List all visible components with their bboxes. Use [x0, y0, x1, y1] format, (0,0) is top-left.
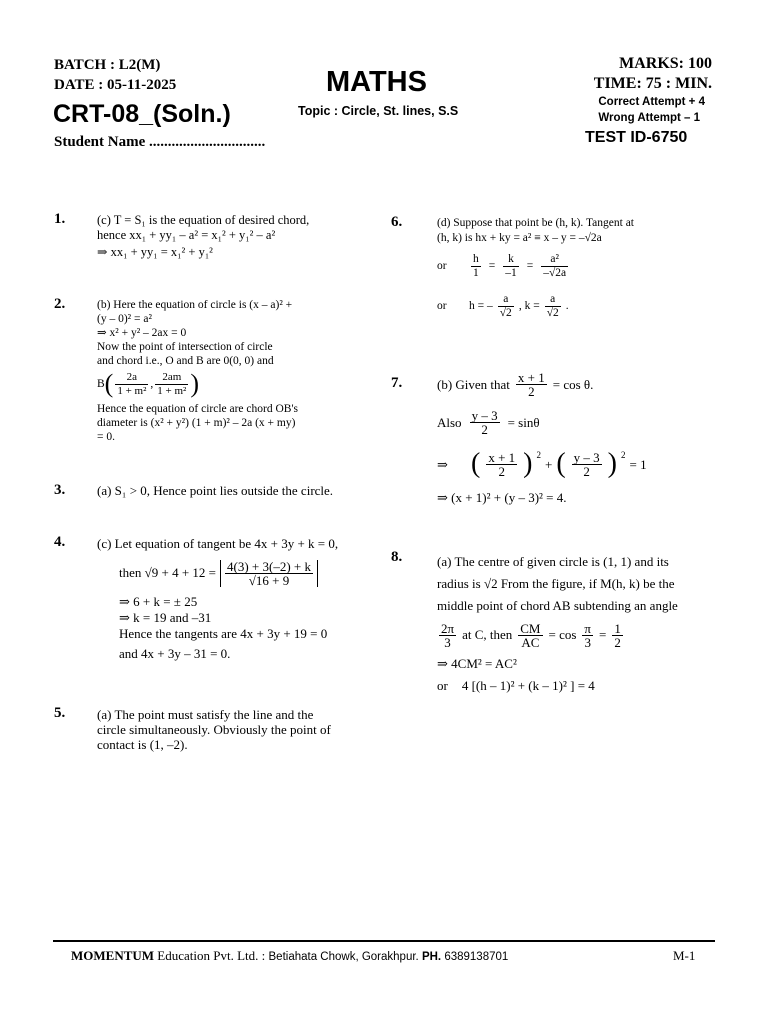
or-label-2: or — [437, 299, 447, 312]
frac-num: CM — [520, 620, 541, 636]
question-number-6: 6. — [391, 214, 403, 230]
final-equation: 4 [(h – 1)² + (k – 1)² ] = 4 — [461, 678, 595, 693]
equals: = — [526, 259, 534, 272]
solution-2-line-7: Hence the equation of circle are chord OB's — [97, 403, 298, 415]
frac-k-minus1 — [503, 253, 519, 280]
equals: = — [488, 259, 496, 272]
coord-x-den: 1 + m² — [117, 384, 147, 397]
comma: , — [150, 378, 154, 390]
open-paren: ( — [471, 448, 481, 479]
subject-title: MATHS — [326, 66, 427, 98]
question-number-4: 4. — [54, 534, 66, 550]
solution-3-line-1: (a) S₁ > 0, Hence point lies outside the circle. — [97, 483, 334, 498]
frac-a-num: a — [545, 293, 561, 307]
frac-y-den: 2 — [481, 421, 488, 437]
solution-8-line-2: radius is √2 From the figure, if M(h, k) be the — [437, 576, 675, 591]
point-b-label: B — [97, 378, 105, 390]
solution-5-line-1: (a) The point must satisfy the line and the — [97, 707, 314, 722]
close-paren: ) — [190, 369, 200, 398]
frac-a-root2-2 — [545, 293, 561, 320]
coord-x-num: 2a — [115, 371, 148, 385]
footer-address — [71, 948, 508, 964]
solution-4-line-2 — [97, 552, 372, 594]
frac-num: 2π — [441, 620, 455, 636]
test-id-label: TEST ID-6750 — [585, 129, 688, 146]
or-label-1: or — [437, 259, 447, 272]
solution-4-line-4: ⇒ k = 19 and –31 — [119, 610, 212, 625]
solution-7-line-2 — [437, 402, 717, 442]
frac-k-den: –1 — [505, 266, 517, 279]
phone-label: PH. — [418, 951, 442, 963]
frac-cm-ac — [518, 622, 542, 649]
frac-root2-den: √2 — [499, 306, 512, 319]
solution-4-line-3: ⇒ 6 + k = ± 25 — [119, 594, 198, 609]
company-suffix: Education Pvt. Ltd. : — [154, 948, 269, 963]
solution-6-line-4 — [437, 286, 717, 326]
frac-den: 2 — [498, 463, 505, 479]
student-name-field: Student Name ............................... — [54, 134, 266, 150]
frac-x-plus-1 — [516, 371, 547, 398]
distance-num: 4(3) + 3(–2) + k — [227, 558, 311, 574]
solution-6-line-2: (h, k) is hx + ky = a² ≡ x – y = –√2a — [437, 232, 602, 244]
frac-2pi-3 — [439, 622, 456, 649]
implies-arrow: ⇒ — [437, 456, 448, 472]
solution-2-point-b — [97, 368, 340, 400]
wrong-attempt-label: Wrong Attempt – 1 — [598, 112, 700, 124]
frac-a-num: a — [498, 293, 514, 307]
frac-num: x + 1 — [488, 449, 516, 465]
k-equals: , k = — [518, 299, 540, 312]
frac-a2-num: a² — [541, 253, 568, 267]
frac-y-minus-3-sq — [572, 451, 602, 478]
frac-a2-den: –√2a — [543, 266, 567, 279]
solution-1-line-1: (c) T = S₁ is the equation of desired chord, — [97, 213, 310, 227]
solution-2-line-9: = 0. — [97, 431, 115, 443]
batch-label: BATCH : L2(M) — [54, 57, 161, 73]
frac-a-root2-1 — [498, 293, 514, 320]
equals: = — [599, 627, 607, 642]
frac-h-1 — [471, 253, 481, 280]
h-equals: h = – — [469, 299, 493, 312]
solution-7-line-1 — [437, 366, 717, 402]
solution-2-line-5: and chord i.e., O and B are 0(0, 0) and — [97, 355, 274, 367]
open-paren: ( — [104, 369, 114, 398]
frac-den: 2 — [583, 463, 590, 479]
coord-y-den: 1 + m² — [157, 384, 187, 397]
frac-1-2 — [612, 622, 623, 649]
frac-den: 3 — [584, 634, 591, 650]
test-code-title: CRT-08_(Soln.) — [53, 100, 231, 128]
period: . — [565, 299, 569, 312]
solution-4-line-6: and 4x + 3y – 31 = 0. — [119, 646, 231, 661]
frac-x-num: x + 1 — [517, 369, 545, 385]
coord-y-fraction — [155, 371, 188, 398]
frac-a2 — [541, 253, 568, 280]
cos-theta: = cos θ. — [552, 376, 594, 392]
solution-5-line-2: circle simultaneously. Obviously the point of — [97, 722, 331, 737]
solution-8-line-3: middle point of chord AB subtending an angle — [437, 598, 678, 613]
question-number-3: 3. — [54, 482, 66, 498]
distance-fraction — [225, 560, 313, 587]
frac-x-plus-1-sq — [486, 451, 517, 478]
frac-pi-3 — [582, 622, 593, 649]
frac-k-num: k — [503, 253, 519, 267]
solution-8-line-6 — [437, 675, 707, 697]
frac-den: 2 — [614, 634, 621, 650]
company-name: MOMENTUM — [71, 948, 155, 963]
correct-attempt-label: Correct Attempt + 4 — [598, 96, 705, 108]
solution-5 — [97, 707, 367, 752]
frac-y-num: y – 3 — [471, 407, 498, 423]
solution-6-line-1: (d) Suppose that point be (h, k). Tangent at — [437, 217, 634, 229]
solution-2 — [97, 298, 340, 444]
solution-2-line-2: (y – 0)² = a² — [97, 313, 152, 325]
coord-x-fraction — [115, 371, 148, 398]
company-address: Betiahata Chowk, Gorakhpur. — [268, 951, 419, 963]
close-paren: ) — [607, 448, 617, 479]
solution-6 — [437, 216, 717, 326]
solution-4-line-5: Hence the tangents are 4x + 3y + 19 = 0 — [119, 626, 328, 641]
sin-theta: = sinθ — [507, 414, 540, 430]
frac-x-den: 2 — [528, 383, 535, 399]
frac-h-num: h — [473, 252, 479, 265]
date-label: DATE : 05-11-2025 — [54, 77, 177, 93]
time-label: TIME: 75 : MIN. — [593, 75, 712, 92]
abs-value-box — [220, 560, 318, 587]
marks-label: MARKS: 100 — [619, 55, 712, 72]
equals-one: = 1 — [629, 456, 647, 472]
solution-6-line-3 — [437, 246, 717, 286]
question-number-8: 8. — [391, 549, 403, 565]
coord-y-num: 2am — [155, 371, 188, 385]
equals-cos: = cos — [548, 627, 577, 642]
given-that: (b) Given that — [437, 376, 510, 392]
frac-num: 1 — [614, 620, 621, 636]
question-number-1: 1. — [54, 211, 66, 227]
solution-8-line-5: ⇒ 4CM² = AC² — [437, 656, 517, 671]
frac-y-minus-3 — [470, 409, 500, 436]
page-number: M-1 — [673, 948, 696, 963]
distance-lhs: then √9 + 4 + 12 = — [119, 565, 217, 580]
frac-root2-den: √2 — [546, 306, 559, 319]
solution-8 — [437, 551, 707, 697]
plus: + — [545, 456, 553, 472]
solution-7-line-3: ⇒ ( $\frac{x + 1}{2}$ ) 2 + ( $\frac{y - 3}{2}$ ) 2 = 1 — [437, 448, 647, 479]
solution-1-line-2: hence xx₁ + yy₁ – a² = x₁² + y₁² – a² — [97, 228, 276, 242]
solution-1 — [97, 213, 367, 260]
footer-rule — [53, 940, 715, 942]
frac-den: 3 — [444, 634, 451, 650]
solution-8-line-1: (a) The centre of given circle is (1, 1) and its — [437, 554, 669, 569]
frac-num: π — [584, 620, 591, 636]
topic-line: Topic : Circle, St. lines, S.S — [298, 104, 459, 118]
question-number-7: 7. — [391, 375, 403, 391]
solution-4-line-1: (c) Let equation of tangent be 4x + 3y + k = 0, — [97, 536, 339, 551]
close-paren: ) — [523, 448, 533, 479]
solution-2-line-8: diameter is (x² + y²) (1 + m)² – 2a (x + my) — [97, 417, 296, 429]
solution-2-line-3: ⇒ x² + y² – 2ax = 0 — [97, 327, 187, 339]
distance-den: √16 + 9 — [248, 572, 290, 588]
solution-5-line-3: contact is (1, –2). — [97, 737, 188, 752]
question-number-5: 5. — [54, 705, 66, 721]
solution-2-line-1: (b) Here the equation of circle is (x – a)² + — [97, 299, 293, 311]
solution-7 — [437, 366, 717, 505]
solution-8-line-4 — [437, 617, 707, 653]
at-c-then: at C, then — [462, 627, 513, 642]
solution-1-line-3: ⇒ xx₁ + yy₁ = x₁² + y₁² — [97, 245, 213, 259]
solution-2-line-4: Now the point of intersection of circle — [97, 341, 273, 353]
frac-num: y – 3 — [573, 449, 600, 465]
also-label: Also — [437, 414, 462, 430]
or-label-3: or — [437, 678, 448, 693]
open-paren: ( — [556, 448, 566, 479]
phone-number: 6389138701 — [441, 951, 509, 963]
frac-h-den: 1 — [473, 266, 479, 279]
solution-7-line-4: ⇒ (x + 1)² + (y – 3)² = 4. — [437, 490, 567, 505]
question-number-2: 2. — [54, 296, 66, 312]
solution-4 — [97, 536, 372, 662]
frac-den: AC — [521, 634, 540, 650]
